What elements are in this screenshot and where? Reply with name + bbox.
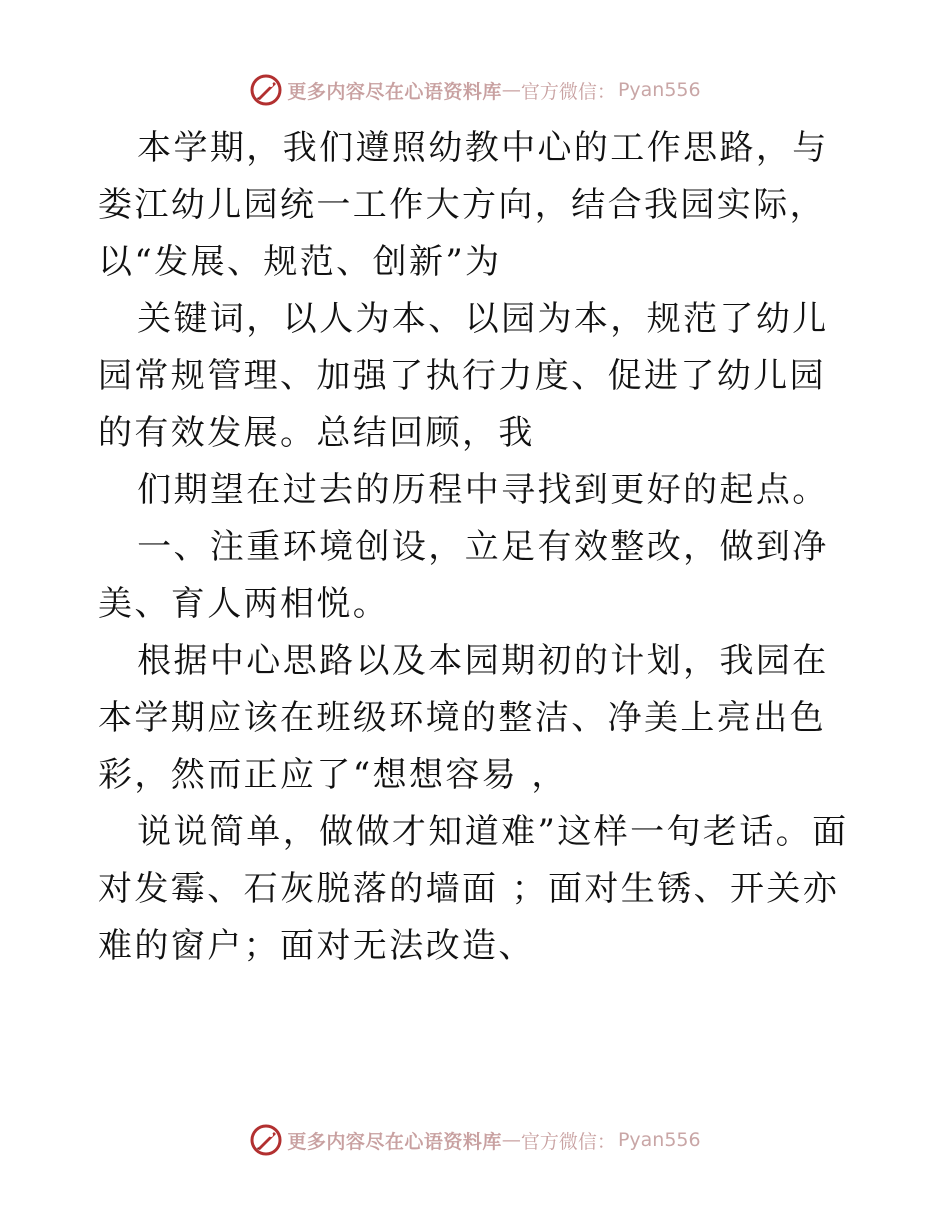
paragraph-5: 说说简单，做做才知道难”这样一句老话。面对发霉、石灰脱落的墙面 ；面对生锈、开关亦难的窗户；面对无法改造、	[98, 812, 849, 966]
watermark-dash: —	[501, 79, 521, 101]
document-body	[98, 120, 858, 975]
paragraph-1: 本学期，我们遵照幼教中心的工作思路，与娄江幼儿园统一工作大方向，结合我园实际，以“发展、规范、创新”为	[98, 128, 829, 282]
watermark-wechat-id: Pyan556	[617, 1129, 701, 1151]
header-watermark	[0, 70, 950, 110]
watermark-wechat-id: Pyan556	[617, 79, 701, 101]
watermark-dash: —	[501, 1129, 521, 1151]
watermark-brand: 更多内容尽在心语资料库	[287, 1130, 502, 1153]
watermark-official-label: 官方微信：	[520, 80, 616, 103]
quill-logo-icon	[249, 1123, 283, 1157]
watermark-official-label: 官方微信：	[520, 1130, 616, 1153]
watermark-brand: 更多内容尽在心语资料库	[287, 80, 502, 103]
quill-logo-icon	[249, 73, 283, 107]
paragraph-2: 关键词，以人为本、以园为本，规范了幼儿园常规管理、加强了执行力度、促进了幼儿园的有效发展。总结回顾，我	[98, 299, 829, 453]
paragraph-3: 们期望在过去的历程中寻找到更好的起点。	[137, 470, 829, 510]
paragraph-4: 根据中心思路以及本园期初的计划，我园在本学期应该在班级环境的整洁、净美上亮出色彩，然而正应了“想想容易 ，	[98, 641, 829, 795]
footer-watermark	[0, 1120, 950, 1160]
section-heading-1: 一、注重环境创设，立足有效整改，做到净美、育人两相悦。	[98, 527, 829, 624]
